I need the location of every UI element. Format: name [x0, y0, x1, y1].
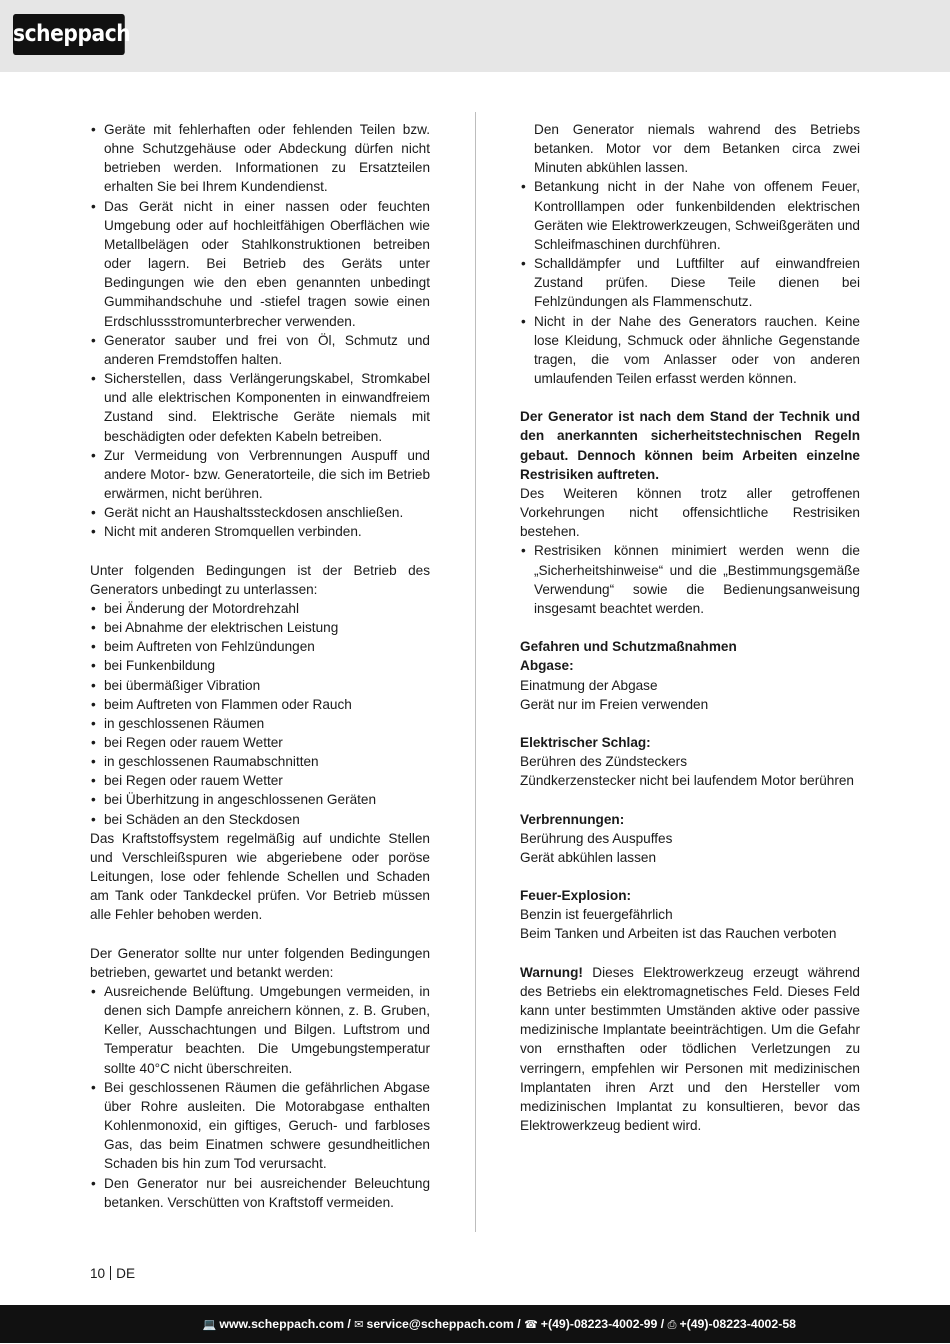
list-item: • Zur Vermeidung von Verbrennungen Auspuff und andere Motor- bzw. Generatorteile, die sich im Betrieb erwärmen, nicht berühren.	[90, 446, 430, 503]
state-of-art-paragraph: Der Generator ist nach dem Stand der Technik und den anerkannten sicherheitstechnischen Regeln gebaut. Dennoch können beim Arbeiten einzelne Restrisiken auftreten.	[520, 409, 860, 482]
hazard-line: Gerät abkühlen lassen	[520, 849, 657, 865]
list-item: • Restrisiken können minimiert werden wenn die „Sicherheitshinweise“ und die „Bestimmungsgemäße Verwendung“ sowie die Bedienungsanweisung insgesamt beachtet werden.	[520, 541, 860, 618]
column-divider	[475, 112, 476, 1232]
hazard-title-exhaust: Abgase:	[520, 658, 574, 674]
list-item: • bei Überhitzung in angeschlossenen Geräten	[90, 790, 430, 809]
hazard-line: Berührung des Auspuffes	[520, 830, 673, 846]
refuel-list	[520, 177, 860, 388]
list-item: • Betankung nicht in der Nahe von offenem Feuer, Kontrolllampen oder funkenbildenden elektrischen Geräten wie Elektrowerkzeugen, Schweißgeräten und Schleifmaschinen durchführen.	[520, 177, 860, 254]
contact-footer	[0, 1305, 950, 1343]
hazard-line: Benzin ist feuergefährlich	[520, 907, 673, 923]
list-item: • in geschlossenen Raumabschnitten	[90, 752, 430, 771]
mail-icon: ✉	[354, 1319, 364, 1331]
phone-icon: ☎	[524, 1319, 538, 1331]
hazards-title: Gefahren und Schutzmaßnahmen	[520, 639, 737, 655]
page-header	[0, 0, 950, 72]
residual-intro: Des Weiteren können trotz aller getroffenen Vorkehrungen nicht offensichtliche Restrisiken bestehen.	[520, 485, 860, 540]
footer-email[interactable]: service@scheppach.com /	[366, 1317, 521, 1331]
list-item: • in geschlossenen Räumen	[90, 714, 430, 733]
hazard-line: Berühren des Zündsteckers	[520, 754, 687, 770]
page-number	[90, 1265, 135, 1283]
list-item: • Sicherstellen, dass Verlängerungskabel, Stromkabel und alle elektrischen Komponenten in einwandfreiem Zustand sind. Elektrische Geräte niemals mit beschädigten oder defekten Kabeln betreiben.	[90, 369, 430, 446]
warning-paragraph	[520, 963, 860, 1135]
right-column	[520, 120, 860, 1135]
list-item: • Ausreichende Belüftung. Umgebungen vermeiden, in denen sich Dampfe anreichern können, z. B. Gruben, Keller, Ausschachtungen und Bilgen. Luftstrom und Temperatur beachten. Die Umgebungstemperatur sollte 40°C nicht überschreiten.	[90, 982, 430, 1078]
list-item: • Geräte mit fehlerhaften oder fehlenden Teilen bzw. ohne Schutzgehäuse oder Abdeckung dürfen nicht betrieben werden. Informationen zu Ersatzteilen erhalten Sie bei Ihrem Kundendienst.	[90, 120, 430, 197]
footer-fax: +(49)-08223-4002-58	[679, 1317, 796, 1331]
warning-text: Dieses Elektrowerkzeug erzeugt während des Betriebs ein elektromagnetisches Feld. Dieses Feld kann unter bestimmten Umständen aktive oder passive medizinische Implantate beeinträchtigen. Um die Gefahr von ernsthaften oder tödlichen Verletzungen zu verringern, empfehlen wir Personen mit medizinischen Implantaten ihren Arzt und den Hersteller vom medizinischen Implantat zu konsultieren, bevor das Elektrowerkzeug bedient wird.	[520, 964, 860, 1134]
hazard-line: Einatmung der Abgase	[520, 677, 658, 693]
list-item: • bei Abnahme der elektrischen Leistung	[90, 618, 430, 637]
hazard-line: Beim Tanken und Arbeiten ist das Rauchen verboten	[520, 926, 837, 942]
list-item: • Das Gerät nicht in einer nassen oder feuchten Umgebung oder auf hochleitfähigen Oberflächen wie Metallbelägen oder Stahlkonstruktionen betreiben oder lagern. Bei Betrieb des Geräts unter Bedingungen wie den eben genannten unbedingt Gummihandschuhe und -stiefel tragen sowie einen Erdschlussstromunterbrecher verwenden.	[90, 197, 430, 331]
footer-phone: +(49)-08223-4002-99 /	[540, 1317, 665, 1331]
conditions-list	[90, 599, 430, 829]
list-item: • Nicht in der Nahe des Generators rauchen. Keine lose Kleidung, Schmuck oder ähnliche Gegenstande tragen, die vom Anlasser oder von anderen umlaufenden Teilen erfasst werden können.	[520, 312, 860, 389]
list-item: • Den Generator nur bei ausreichender Beleuchtung betanken. Verschütten von Kraftstoff vermeiden.	[90, 1174, 430, 1212]
page-number-separator	[110, 1266, 111, 1280]
list-item: • Nicht mit anderen Stromquellen verbinden.	[90, 522, 430, 541]
list-item: • bei Schäden an den Steckdosen	[90, 810, 430, 829]
fuel-check-paragraph: Das Kraftstoffsystem regelmäßig auf undichte Stellen und Verschleißspuren wie abgeriebene oder poröse Leitungen, lose oder fehlende Schellen und Schaden am Tank oder Tankdeckel prüfen. Vor Betrieb müssen alle Fehler behoben werden.	[90, 830, 430, 923]
operation-intro: Der Generator sollte nur unter folgenden Bedingungen betrieben, gewartet und betankt werden:	[90, 945, 430, 980]
hazard-line: Gerät nur im Freien verwenden	[520, 696, 709, 712]
conditions-intro: Unter folgenden Bedingungen ist der Betrieb des Generators unbedingt zu unterlassen:	[90, 562, 430, 597]
residual-list	[520, 541, 860, 618]
fax-icon: ⎙	[667, 1319, 677, 1331]
hazard-title-burns: Verbrennungen:	[520, 811, 625, 827]
list-item: • bei übermäßiger Vibration	[90, 676, 430, 695]
list-item: • bei Funkenbildung	[90, 656, 430, 675]
footer-web[interactable]: www.scheppach.com /	[219, 1317, 351, 1331]
list-item: • Generator sauber und frei von Öl, Schmutz und anderen Fremdstoffen halten.	[90, 331, 430, 369]
list-item: • bei Änderung der Motordrehzahl	[90, 599, 430, 618]
list-item: • bei Regen oder rauem Wetter	[90, 771, 430, 790]
hazard-title-fire: Feuer-Explosion:	[520, 888, 632, 904]
list-item: • beim Auftreten von Flammen oder Rauch	[90, 695, 430, 714]
list-item: • Bei geschlossenen Räumen die gefährlichen Abgase über Rohre ausleiten. Die Motorabgase enthalten Kohlenmonoxid, ein giftiges, Geruch- und farbloses Gas, das beim Einatmen schwere gesundheitlichen Schaden bis hin zum Tod verursacht.	[90, 1078, 430, 1174]
computer-icon: 💻	[202, 1319, 217, 1331]
warning-label: Warnung!	[520, 964, 583, 980]
hazard-title-electric: Elektrischer Schlag:	[520, 734, 651, 750]
list-item: • Schalldämpfer und Luftfilter auf einwandfreien Zustand prüfen. Diese Teile dienen bei Fehlzündungen als Flammenschutz.	[520, 254, 860, 311]
page-language: DE	[116, 1266, 136, 1281]
list-item: • bei Regen oder rauem Wetter	[90, 733, 430, 752]
list-item: • Gerät nicht an Haushaltssteckdosen anschließen.	[90, 503, 430, 522]
operation-list	[90, 982, 430, 1212]
scheppach-logo: scheppach	[13, 14, 125, 55]
safety-list	[90, 120, 430, 541]
page-number-value: 10	[90, 1266, 106, 1281]
continuation-paragraph: Den Generator niemals wahrend des Betriebs betanken. Motor vor dem Betanken circa zwei Minuten abkühlen lassen.	[534, 122, 860, 176]
list-item: • beim Auftreten von Fehlzündungen	[90, 637, 430, 656]
left-column	[90, 120, 430, 1212]
hazard-line: Zündkerzenstecker nicht bei laufendem Motor berühren	[520, 773, 854, 789]
